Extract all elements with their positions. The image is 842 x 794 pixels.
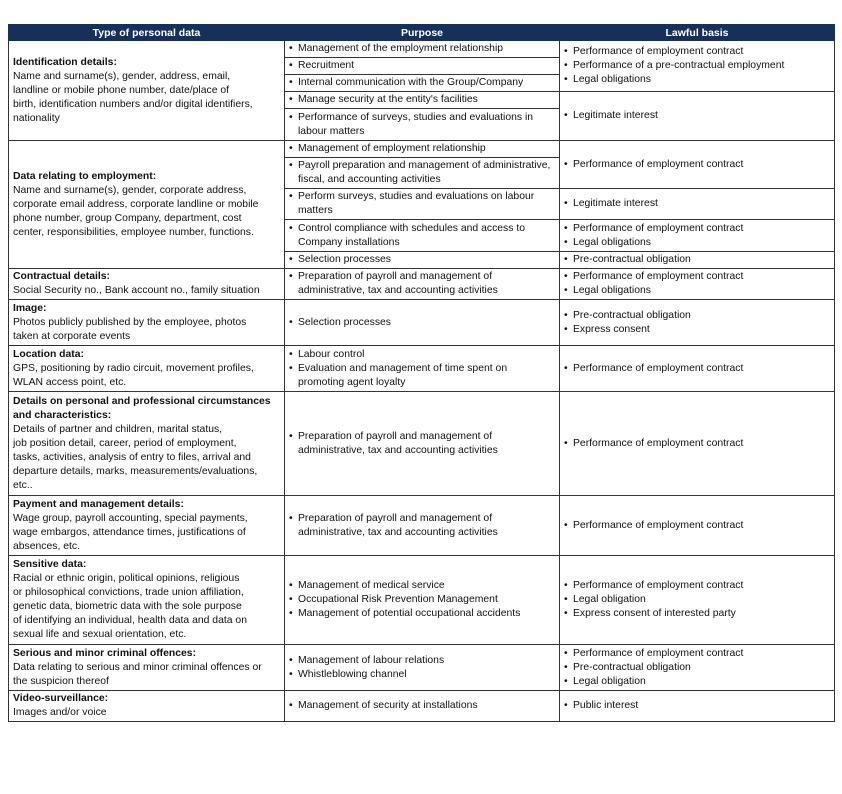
purpose-cell — [285, 141, 560, 158]
data-type-description: Racial or ethnic origin, political opinions, religious or philosophical convictions, trade union affiliation, genetic data, biometric data with the sole purpose of identifying an individual, health data and data on sexual life and sexual orientation, etc. — [13, 573, 247, 640]
data-type-title: Serious and minor criminal offences: — [13, 647, 197, 659]
lawful-basis-cell — [560, 41, 835, 92]
purpose-item: • Management of medical service — [289, 579, 555, 593]
data-type-cell — [9, 691, 285, 722]
purpose-cell — [285, 496, 560, 556]
purpose-item: • Control compliance with schedules and access to Company installations — [289, 222, 555, 250]
data-type-title: Payment and management details: — [13, 498, 184, 510]
data-type-cell — [9, 300, 285, 346]
purpose-item: • Selection processes — [289, 253, 555, 267]
purpose-cell — [285, 252, 560, 269]
purpose-cell — [285, 300, 560, 346]
data-type-description: Name and surname(s), gender, corporate address, corporate email address, corporate landline or mobile phone number, group Company, department, cost center, responsibilities, employee number, functions. — [13, 184, 259, 238]
purpose-cell — [285, 92, 560, 109]
purpose-item: • Manage security at the entity's facilities — [289, 93, 555, 107]
purpose-item: • Preparation of payroll and management of administrative, tax and accounting activities — [289, 270, 555, 298]
lawful-basis-item: • Express consent — [564, 323, 830, 337]
header-lawful-basis: Lawful basis — [560, 25, 835, 41]
lawful-basis-item: • Performance of employment contract — [564, 362, 830, 376]
purpose-cell — [285, 691, 560, 722]
lawful-basis-item: • Performance of employment contract — [564, 579, 830, 593]
lawful-basis-item: • Performance of employment contract — [564, 158, 830, 172]
lawful-basis-item: • Performance of employment contract — [564, 437, 830, 451]
purpose-cell — [285, 220, 560, 252]
purpose-cell — [285, 645, 560, 691]
table-row — [9, 346, 835, 392]
lawful-basis-cell — [560, 346, 835, 392]
lawful-basis-item: • Pre-contractual obligation — [564, 253, 830, 267]
data-type-description: Name and surname(s), gender, address, email, landline or mobile phone number, date/place of birth, identification numbers and/or digital identifiers, nationality — [13, 70, 253, 124]
table-row — [9, 691, 835, 722]
table-row — [9, 392, 835, 496]
purpose-item: • Labour control — [289, 348, 555, 362]
data-type-description: Details of partner and children, marital status, job position detail, career, period of employment, tasks, activities, analysis of entry to files, arrival and departure details, marks, measurements/evaluations, etc.. — [13, 423, 258, 491]
data-type-description: Social Security no., Bank account no., family situation — [13, 285, 260, 296]
lawful-basis-item: • Performance of employment contract — [564, 270, 830, 284]
lawful-basis-item: • Legitimate interest — [564, 109, 830, 123]
data-type-title: Location data: — [13, 348, 85, 360]
lawful-basis-cell — [560, 269, 835, 300]
lawful-basis-item: • Legitimate interest — [564, 197, 830, 211]
purpose-item: • Performance of surveys, studies and evaluations in labour matters — [289, 111, 555, 139]
table-header-row — [9, 25, 835, 41]
table-body — [9, 41, 835, 722]
table-row — [9, 556, 835, 645]
lawful-basis-cell — [560, 691, 835, 722]
lawful-basis-item: • Performance of employment contract — [564, 519, 830, 533]
lawful-basis-item: • Legal obligations — [564, 236, 830, 250]
lawful-basis-item: • Legal obligations — [564, 73, 830, 87]
purpose-cell — [285, 109, 560, 141]
data-type-title: Identification details: — [13, 56, 117, 68]
purpose-item: • Management of security at installations — [289, 699, 555, 713]
data-type-title: Sensitive data: — [13, 559, 87, 570]
data-type-cell — [9, 556, 285, 645]
header-type: Type of personal data — [9, 25, 285, 41]
table-row — [9, 645, 835, 691]
header-purpose: Purpose — [285, 25, 560, 41]
table-row — [9, 300, 835, 346]
purpose-item: • Payroll preparation and management of administrative, fiscal, and accounting activities — [289, 159, 555, 187]
lawful-basis-cell — [560, 556, 835, 645]
lawful-basis-cell — [560, 220, 835, 252]
data-type-title: Data relating to employment: — [13, 170, 157, 182]
purpose-item: • Management of potential occupational accidents — [289, 607, 555, 621]
data-type-description: Images and/or voice — [13, 707, 107, 718]
data-type-title: Image: — [13, 302, 47, 314]
lawful-basis-item: • Performance of a pre-contractual employment — [564, 59, 830, 73]
purpose-cell — [285, 41, 560, 58]
data-type-cell — [9, 269, 285, 300]
data-type-description: Data relating to serious and minor criminal offences or the suspicion thereof — [13, 661, 262, 687]
data-type-description: Wage group, payroll accounting, special payments, wage embargos, attendance times, justifications of absences, etc. — [13, 512, 248, 552]
data-type-description: GPS, positioning by radio circuit, movement profiles, WLAN access point, etc. — [13, 362, 254, 388]
lawful-basis-item: • Legal obligations — [564, 284, 830, 298]
purpose-cell — [285, 269, 560, 300]
lawful-basis-item: • Pre-contractual obligation — [564, 661, 830, 675]
data-type-title: Details on personal and professional circumstances and characteristics: — [13, 395, 271, 421]
purpose-cell — [285, 158, 560, 189]
purpose-item: • Occupational Risk Prevention Management — [289, 593, 555, 607]
data-type-cell — [9, 346, 285, 392]
data-type-title: Video-surveillance: — [13, 693, 109, 704]
lawful-basis-item: • Pre-contractual obligation — [564, 309, 830, 323]
lawful-basis-cell — [560, 189, 835, 220]
table-row — [9, 141, 835, 158]
lawful-basis-item: • Performance of employment contract — [564, 647, 830, 661]
data-type-cell — [9, 141, 285, 269]
table-row — [9, 41, 835, 58]
lawful-basis-cell — [560, 141, 835, 189]
lawful-basis-cell — [560, 92, 835, 141]
purpose-item: • Selection processes — [289, 316, 555, 330]
purpose-item: • Evaluation and management of time spent on promoting agent loyalty — [289, 362, 555, 390]
lawful-basis-item: • Legal obligation — [564, 675, 830, 689]
table-row — [9, 496, 835, 556]
table-row — [9, 269, 835, 300]
purpose-item: • Management of labour relations — [289, 654, 555, 668]
lawful-basis-item: • Express consent of interested party — [564, 607, 830, 621]
lawful-basis-cell — [560, 645, 835, 691]
purpose-item: • Whistleblowing channel — [289, 668, 555, 682]
lawful-basis-item: • Performance of employment contract — [564, 45, 830, 59]
lawful-basis-cell — [560, 496, 835, 556]
purpose-cell — [285, 75, 560, 92]
purpose-item: • Preparation of payroll and management of administrative, tax and accounting activities — [289, 512, 555, 540]
purpose-cell — [285, 189, 560, 220]
purpose-cell — [285, 392, 560, 496]
data-type-cell — [9, 496, 285, 556]
lawful-basis-cell — [560, 300, 835, 346]
purpose-item: • Management of the employment relationship — [289, 42, 555, 56]
data-type-cell — [9, 41, 285, 141]
data-type-cell — [9, 645, 285, 691]
purpose-item: • Internal communication with the Group/Company — [289, 76, 555, 90]
lawful-basis-item: • Performance of employment contract — [564, 222, 830, 236]
lawful-basis-cell — [560, 252, 835, 269]
data-type-cell — [9, 392, 285, 496]
purpose-item: • Recruitment — [289, 59, 555, 73]
data-type-description: Photos publicly published by the employee, photos taken at corporate events — [13, 316, 247, 342]
purpose-cell — [285, 58, 560, 75]
purpose-item: • Management of employment relationship — [289, 142, 555, 156]
lawful-basis-item: • Legal obligation — [564, 593, 830, 607]
purpose-cell — [285, 346, 560, 392]
purpose-cell — [285, 556, 560, 645]
data-type-title: Contractual details: — [13, 271, 110, 282]
lawful-basis-cell — [560, 392, 835, 496]
personal-data-table — [8, 24, 835, 722]
lawful-basis-item: • Public interest — [564, 699, 830, 713]
purpose-item: • Preparation of payroll and management of administrative, tax and accounting activities — [289, 430, 555, 458]
purpose-item: • Perform surveys, studies and evaluations on labour matters — [289, 190, 555, 218]
